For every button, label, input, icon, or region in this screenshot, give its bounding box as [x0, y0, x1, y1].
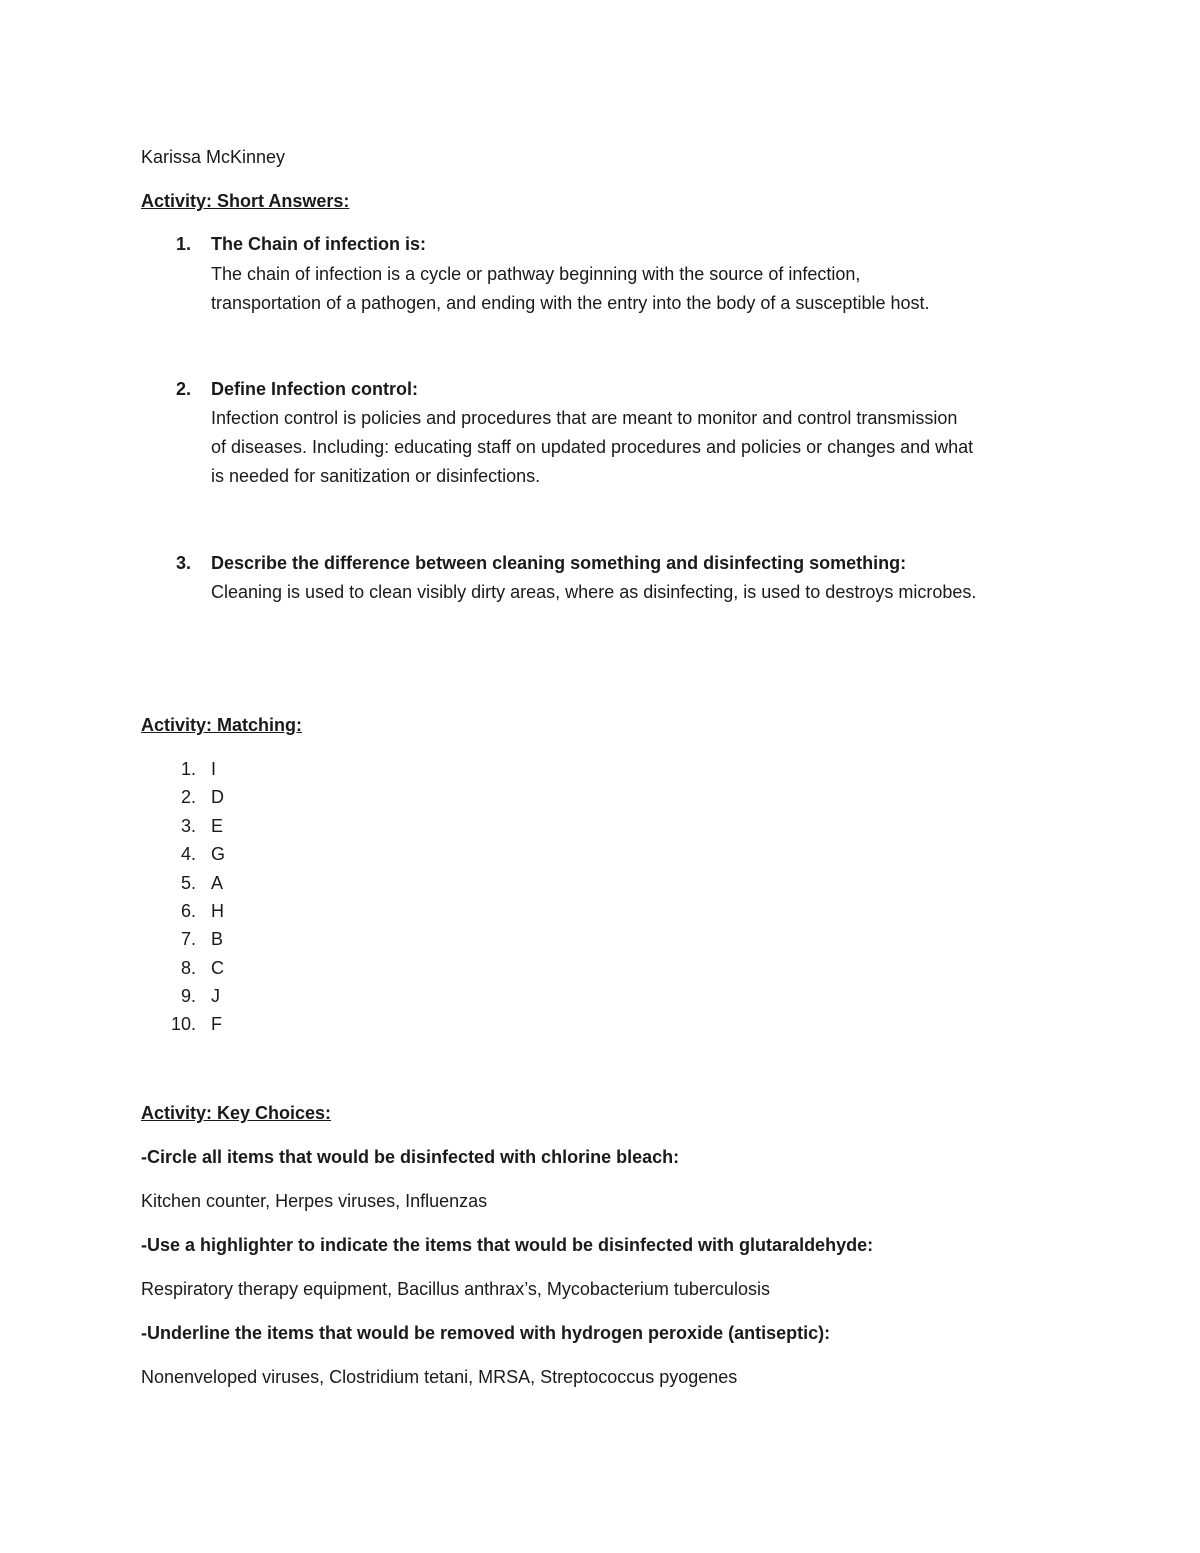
- answer-line: of diseases. Including: educating staff on updated procedures and policies or changes and what: [211, 437, 974, 457]
- answer-line: is needed for sanitization or disinfections.: [211, 466, 541, 486]
- question-text: Define Infection control:: [211, 379, 418, 399]
- matching-answer: B: [211, 929, 224, 949]
- key-choice-instruction: -Circle all items that would be disinfected with chlorine bleach:: [141, 1147, 680, 1167]
- matching-answer: A: [211, 873, 224, 893]
- matching-number: 7.: [180, 929, 196, 949]
- matching-number: 4.: [180, 844, 196, 864]
- key-choice-instruction: -Use a highlighter to indicate the items that would be disinfected with glutaraldehyde:: [141, 1235, 874, 1255]
- question-text: Describe the difference between cleaning something and disinfecting something:: [211, 553, 907, 573]
- answer-line: Infection control is policies and procedures that are meant to monitor and control transmission: [211, 408, 958, 428]
- matching-answer: D: [211, 787, 224, 807]
- matching-number: 3.: [180, 816, 196, 836]
- matching-answer: G: [211, 844, 226, 864]
- key-choice-items: Respiratory therapy equipment, Bacillus anthrax’s, Mycobacterium tuberculosis: [141, 1279, 770, 1299]
- key-choice-items: Kitchen counter, Herpes viruses, Influenzas: [141, 1191, 488, 1211]
- matching-number: 1.: [180, 759, 196, 779]
- short-answers-heading: Activity: Short Answers:: [141, 191, 350, 211]
- matching-answer: C: [211, 958, 224, 978]
- matching-answer: J: [211, 986, 220, 1006]
- matching-number: 2.: [180, 787, 196, 807]
- matching-answer: E: [211, 816, 224, 836]
- question-number: 2.: [176, 379, 192, 399]
- matching-number: 5.: [180, 873, 196, 893]
- question-number: 3.: [176, 553, 192, 573]
- matching-answer: H: [211, 901, 224, 921]
- author-name: Karissa McKinney: [141, 147, 286, 167]
- answer-line: transportation of a pathogen, and ending with the entry into the body of a susceptible host.: [211, 293, 930, 313]
- answer-line: The chain of infection is a cycle or pathway beginning with the source of infection,: [211, 264, 861, 284]
- matching-answer: F: [211, 1014, 222, 1034]
- matching-number: 6.: [180, 901, 196, 921]
- key-choices-heading: Activity: Key Choices:: [141, 1103, 332, 1123]
- matching-heading: Activity: Matching:: [141, 715, 303, 735]
- key-choice-instruction: -Underline the items that would be removed with hydrogen peroxide (antiseptic):: [141, 1323, 831, 1343]
- matching-answer: I: [211, 759, 217, 779]
- question-text: The Chain of infection is:: [211, 234, 426, 254]
- question-number: 1.: [176, 234, 192, 254]
- matching-number: 8.: [180, 958, 196, 978]
- matching-number: 9.: [180, 986, 196, 1006]
- answer-line: Cleaning is used to clean visibly dirty areas, where as disinfecting, is used to destroys microbes.: [211, 582, 977, 602]
- matching-number: 10.: [170, 1014, 196, 1034]
- key-choice-items: Nonenveloped viruses, Clostridium tetani, MRSA, Streptococcus pyogenes: [141, 1367, 738, 1387]
